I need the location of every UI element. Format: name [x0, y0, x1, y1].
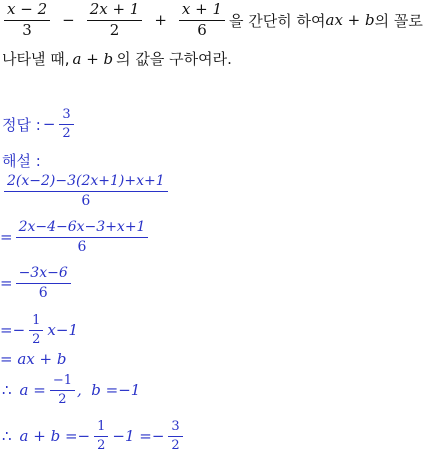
step-7-fraction-1 — [94, 420, 108, 452]
question-fraction-1 — [4, 2, 50, 39]
step-7-fraction-2 — [168, 420, 182, 452]
solution-step-3 — [0, 266, 73, 300]
question-text-b: 의 꼴로 — [374, 11, 423, 30]
equals-sign: = — [0, 228, 13, 247]
fraction-numerator: 3 — [59, 108, 73, 125]
step-6-b: , b =−1 — [77, 381, 141, 400]
fraction-numerator: 2x−4−6x−3+x+1 — [16, 220, 149, 238]
step-2-fraction — [16, 220, 149, 254]
expr-ab: a + b — [72, 49, 114, 68]
fraction-denominator: 6 — [77, 238, 87, 255]
solution-step-7 — [2, 420, 185, 452]
question-text-c: 나타낼 때, — [2, 50, 70, 68]
question-text-d: 의 값을 구하여라. — [116, 50, 232, 68]
step-6-a: a = — [19, 381, 46, 400]
operator-minus: − — [62, 11, 75, 30]
operator-plus: + — [154, 11, 167, 30]
fraction-numerator: x − 2 — [4, 2, 50, 21]
fraction-numerator: x + 1 — [179, 2, 225, 21]
step-6-fraction — [50, 374, 75, 406]
fraction-numerator: 1 — [29, 314, 43, 331]
fraction-denominator: 2 — [58, 391, 67, 407]
fraction-denominator: 2 — [109, 20, 120, 39]
step-1-fraction — [4, 174, 168, 208]
answer-line — [2, 108, 76, 140]
step-7-mid: −1 =− — [112, 427, 165, 446]
solution-label: 해설 : — [2, 152, 41, 170]
solution-step-5 — [0, 350, 66, 368]
fraction-denominator: 6 — [38, 284, 48, 301]
solution-step-2 — [0, 220, 150, 254]
solution-step-6 — [2, 374, 140, 406]
fraction-denominator: 6 — [197, 20, 207, 39]
step-4-tail: x−1 — [47, 321, 78, 340]
therefore-symbol: ∴ — [2, 427, 12, 446]
fraction-numerator: 2(x−2)−3(2x+1)+x+1 — [4, 174, 168, 192]
fraction-numerator: 2x + 1 — [87, 2, 143, 21]
step-4-fraction — [29, 314, 43, 346]
question-fraction-3 — [179, 2, 225, 39]
equals-sign: = — [0, 274, 13, 293]
fraction-numerator: −1 — [50, 374, 75, 391]
therefore-symbol: ∴ — [2, 381, 12, 400]
step-7-lhs: a + b =− — [19, 427, 91, 446]
fraction-denominator: 3 — [22, 20, 32, 39]
expr-form: ax + b — [325, 11, 375, 30]
solution-step-1 — [2, 174, 170, 208]
fraction-denominator: 2 — [32, 331, 41, 347]
fraction-denominator: 2 — [62, 125, 71, 141]
fraction-numerator: 3 — [168, 420, 182, 437]
step-3-fraction — [16, 266, 71, 300]
question-line-2 — [2, 48, 232, 69]
fraction-denominator: 6 — [81, 192, 91, 209]
fraction-numerator: −3x−6 — [16, 266, 71, 284]
question-text-a: 을 간단히 하여 — [229, 11, 326, 30]
question-fraction-2 — [87, 2, 143, 39]
question-line-1 — [2, 2, 423, 39]
fraction-denominator: 2 — [97, 437, 106, 453]
solution-label-line — [2, 150, 41, 171]
answer-label: 정답 : — [2, 115, 41, 134]
answer-fraction — [59, 108, 73, 140]
fraction-numerator: 1 — [94, 420, 108, 437]
fraction-denominator: 2 — [171, 437, 180, 453]
solution-step-4 — [0, 314, 78, 346]
equals-minus: =− — [0, 321, 26, 340]
step-5-expr: = ax + b — [0, 350, 67, 368]
answer-sign: − — [42, 115, 56, 134]
